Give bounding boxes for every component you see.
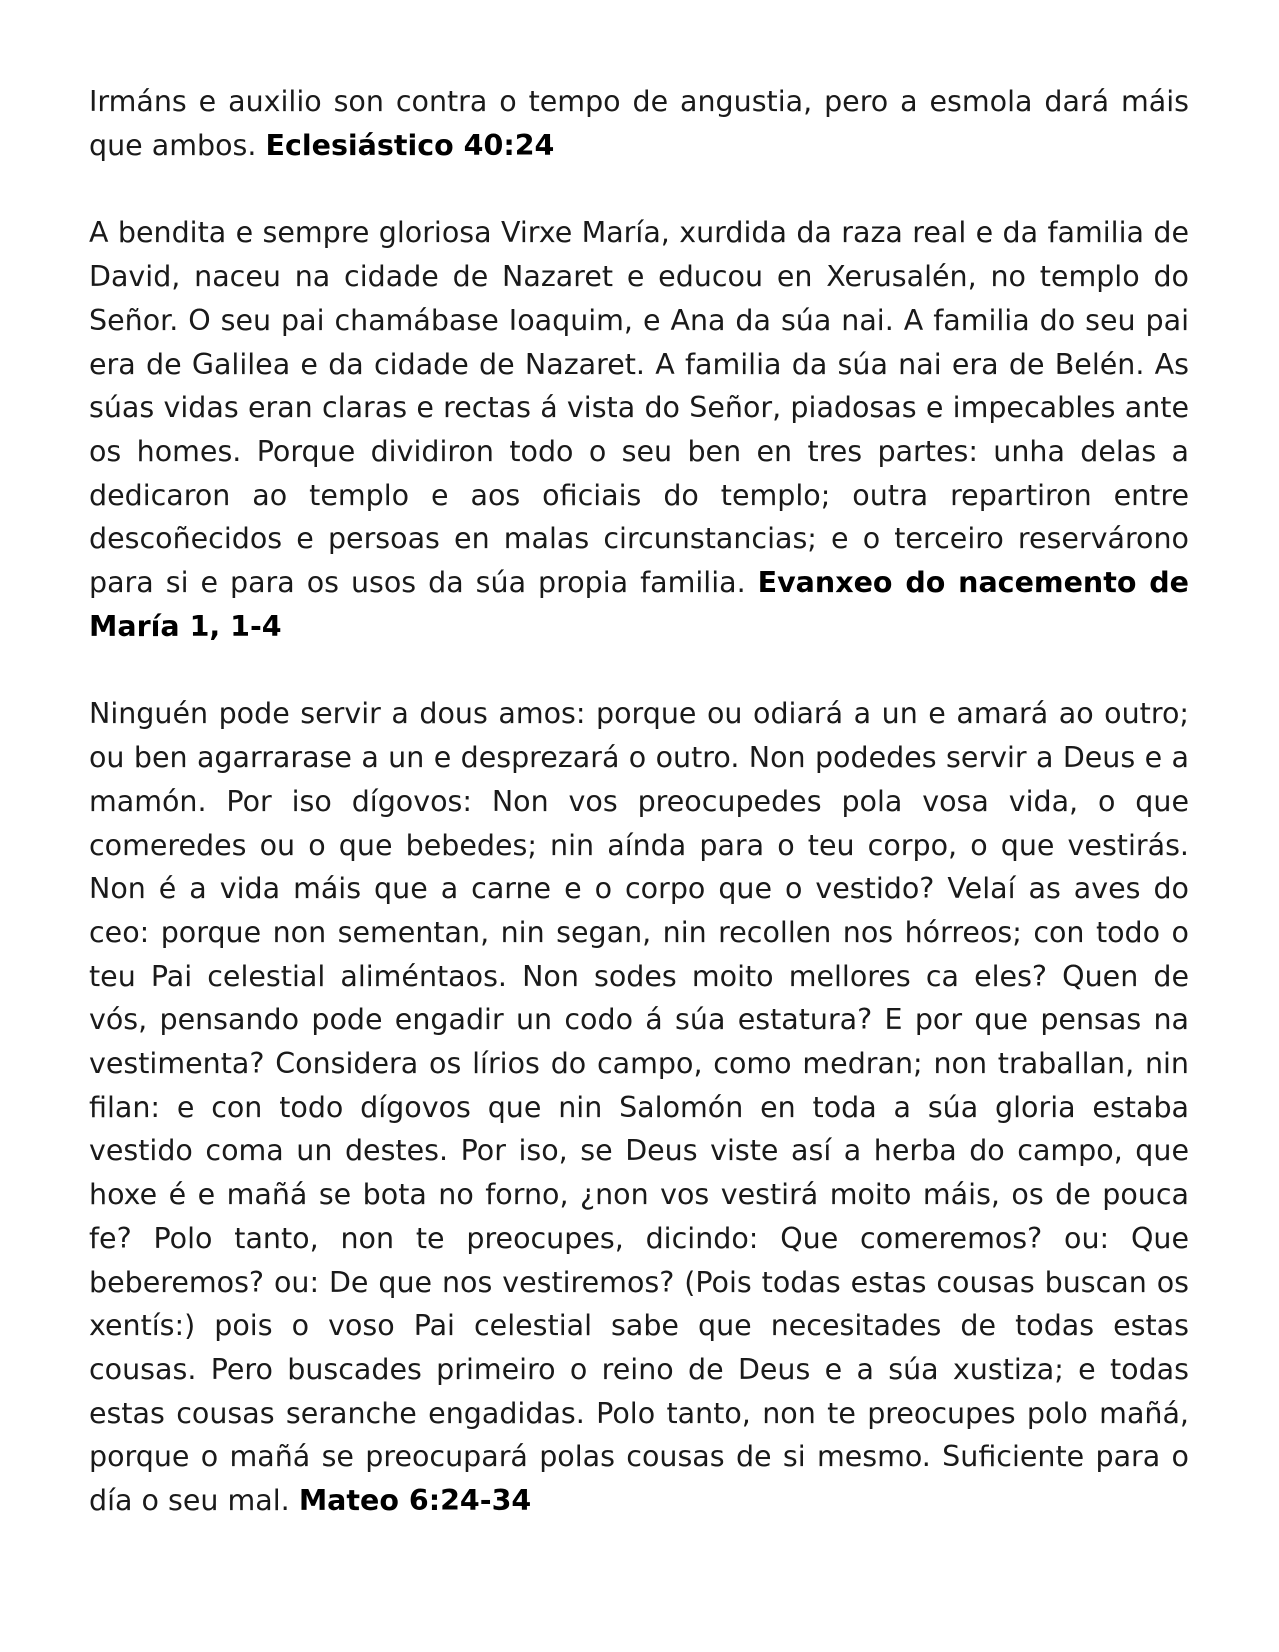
passage-reference: Eclesiástico 40:24 [265,128,555,162]
passage-text: A bendita e sempre gloriosa Virxe María, xurdida da raza real e da familia de David, naceu na cidade de Nazaret e educou en Xerusalén, no templo do Señor. O seu pai chamábase Ioaquim, e Ana da súa nai. A familia do seu pai era de Galilea e da cidade de Nazaret. A familia da súa nai era de Belén. As súas vidas eran claras e rectas á vista do Señor, piadosas e impecables ante os homes. Porque dividiron todo o seu ben en tres partes: unha delas a dedicaron ao templo e aos oficiais do templo; outra repartiron entre descoñecidos e persoas en malas circunstancias; e o terceiro reservárono para si e para os usos da súa propia familia. [89,216,1189,600]
passage-text: Irmáns e auxilio son contra o tempo de angustia, pero a esmola dará máis que ambos. [89,85,1189,162]
passage-reference: Mateo 6:24-34 [298,1484,532,1518]
passage-text: Ninguén pode servir a dous amos: porque ou odiará a un e amará ao outro; ou ben agarrarase a un e desprezará o outro. Non podedes servir a Deus e a mamón. Por iso dígovos: Non vos preocupedes pola vosa vida, o que comeredes ou o que bebedes; nin aínda para o teu corpo, o que vestirás. Non é a vida máis que a carne e o corpo que o vestido? Velaí as aves do ceo: porque non sementan, nin segan, nin recollen nos hórreos; con todo o teu Pai celestial aliméntaos. Non sodes moito mellores ca eles? Quen de vós, pensando pode engadir un codo á súa estatura? E por que pensas na vestimenta? Considera os lírios do campo, como medran; non traballan, nin filan: e con todo dígovos que nin Salomón en toda a súa gloria estaba vestido coma un destes. Por iso, se Deus viste así a herba do campo, que hoxe é e mañá se bota no forno, ¿non vos vestirá moito máis, os de pouca fe? Polo tanto, non te preocupes, dicindo: Que comeremos? ou: Que beberemos? ou: De que nos vestiremos? (Pois todas estas cousas buscan os xentís:) pois o voso Pai celestial sabe que necesitades de todas estas cousas. Pero buscades primeiro o reino de Deus e a súa xustiza; e todas estas cousas seranche engadidas. Polo tanto, non te preocupes polo mañá, porque o mañá se preocupará polas cousas de si mesmo. Suficiente para o día o seu mal. [89,697,1189,1518]
passage-mateo [89,692,1189,1522]
document-page [89,80,1189,1523]
passage-reference: Evanxeo do nacemento de María 1, 1-4 [89,566,1189,643]
passage-eclesiastico [89,80,1189,167]
passage-evanxeo-maria [89,211,1189,648]
